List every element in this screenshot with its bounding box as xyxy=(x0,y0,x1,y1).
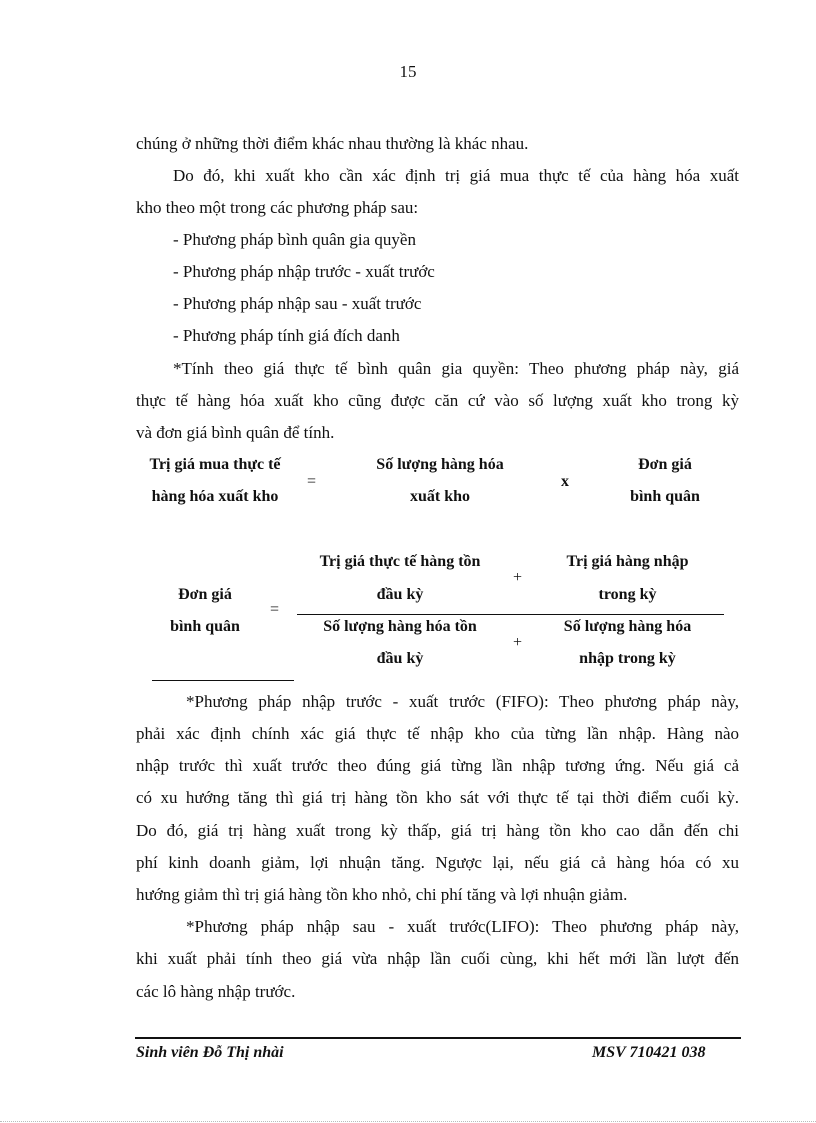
page-edge xyxy=(0,1121,816,1122)
denominator-a-line: Số lượng hàng hóa tồn xyxy=(323,618,477,635)
footer-rule xyxy=(135,1037,741,1039)
formula-lhs-line: hàng hóa xuất kho xyxy=(151,488,279,505)
text-line: phí kinh doanh giảm, lợi nhuận tăng. Ngược lại, nếu giá cả hàng hóa có xu xyxy=(136,853,739,872)
numerator-b-line: trong kỳ xyxy=(598,586,657,603)
equals-sign: = xyxy=(270,601,280,618)
plus-sign: + xyxy=(513,569,523,586)
list-item: - Phương pháp nhập sau - xuất trước xyxy=(173,294,422,313)
text-line: khi xuất phải tính theo giá vừa nhập lần cuối cùng, khi hết mới lần lượt đến xyxy=(136,949,739,968)
equals-sign: = xyxy=(307,473,317,490)
text-line: Do đó, giá trị hàng xuất trong kỳ thấp, giá trị hàng tồn kho cao dẫn đến chi xyxy=(136,821,739,840)
formula-quantity-line: Số lượng hàng hóa xyxy=(376,456,504,473)
footer-student-id: MSV 710421 038 xyxy=(592,1044,706,1061)
text-line: nhập trước thì xuất trước theo đúng giá từng lần nhập tương ứng. Nếu giá cả xyxy=(136,756,739,775)
text-line: Do đó, khi xuất kho cần xác định trị giá mua thực tế của hàng hóa xuất xyxy=(173,166,739,185)
list-item: - Phương pháp bình quân gia quyền xyxy=(173,230,416,249)
footer-student-name: Sinh viên Đỗ Thị nhài xyxy=(136,1044,284,1061)
times-sign: x xyxy=(561,473,569,490)
numerator-a-line: Trị giá thực tế hàng tồn xyxy=(319,553,481,570)
text-line: kho theo một trong các phương pháp sau: xyxy=(136,198,419,217)
numerator-a-line: đầu kỳ xyxy=(376,586,424,603)
denominator-b-line: Số lượng hàng hóa xyxy=(563,618,692,635)
plus-sign: + xyxy=(513,634,523,651)
denominator-b-line: nhập trong kỳ xyxy=(579,650,676,667)
text-line: có xu hướng tăng thì giá trị hàng tồn kho sát với thực tế tại thời điểm cuối kỳ. xyxy=(136,788,739,807)
page-number: 15 xyxy=(399,62,417,81)
text-line: thực tế hàng hóa xuất kho cũng được căn cứ vào số lượng xuất kho trong kỳ xyxy=(136,391,739,410)
formula-lhs-line: Đơn giá xyxy=(178,586,232,603)
numerator-b-line: Trị giá hàng nhập xyxy=(566,553,689,570)
formula-price-line: bình quân xyxy=(630,488,700,505)
text-line: hướng giảm thì trị giá hàng tồn kho nhỏ, chi phí tăng và lợi nhuận giảm. xyxy=(136,885,628,904)
text-line: *Phương pháp nhập sau - xuất trước(LIFO): Theo phương pháp này, xyxy=(186,917,739,936)
text-line: phải xác định chính xác giá thực tế nhập kho của từng lần nhập. Hàng nào xyxy=(136,724,739,743)
formula-quantity-line: xuất kho xyxy=(409,488,471,505)
list-item: - Phương pháp tính giá đích danh xyxy=(173,326,400,345)
text-line: và đơn giá bình quân để tính. xyxy=(136,423,335,442)
formula-price-line: Đơn giá xyxy=(638,456,692,473)
formula-lhs-line: bình quân xyxy=(170,618,240,635)
formula-underline xyxy=(152,680,294,681)
text-line: chúng ở những thời điểm khác nhau thường là khác nhau. xyxy=(136,134,529,153)
text-line: *Phương pháp nhập trước - xuất trước (FIFO): Theo phương pháp này, xyxy=(186,692,739,711)
text-line: các lô hàng nhập trước. xyxy=(136,982,296,1001)
text-line: *Tính theo giá thực tế bình quân gia quyền: Theo phương pháp này, giá xyxy=(173,359,739,378)
denominator-a-line: đầu kỳ xyxy=(376,650,424,667)
list-item: - Phương pháp nhập trước - xuất trước xyxy=(173,262,435,281)
formula-lhs-line: Trị giá mua thực tế xyxy=(149,456,281,473)
fraction-bar xyxy=(297,614,724,615)
